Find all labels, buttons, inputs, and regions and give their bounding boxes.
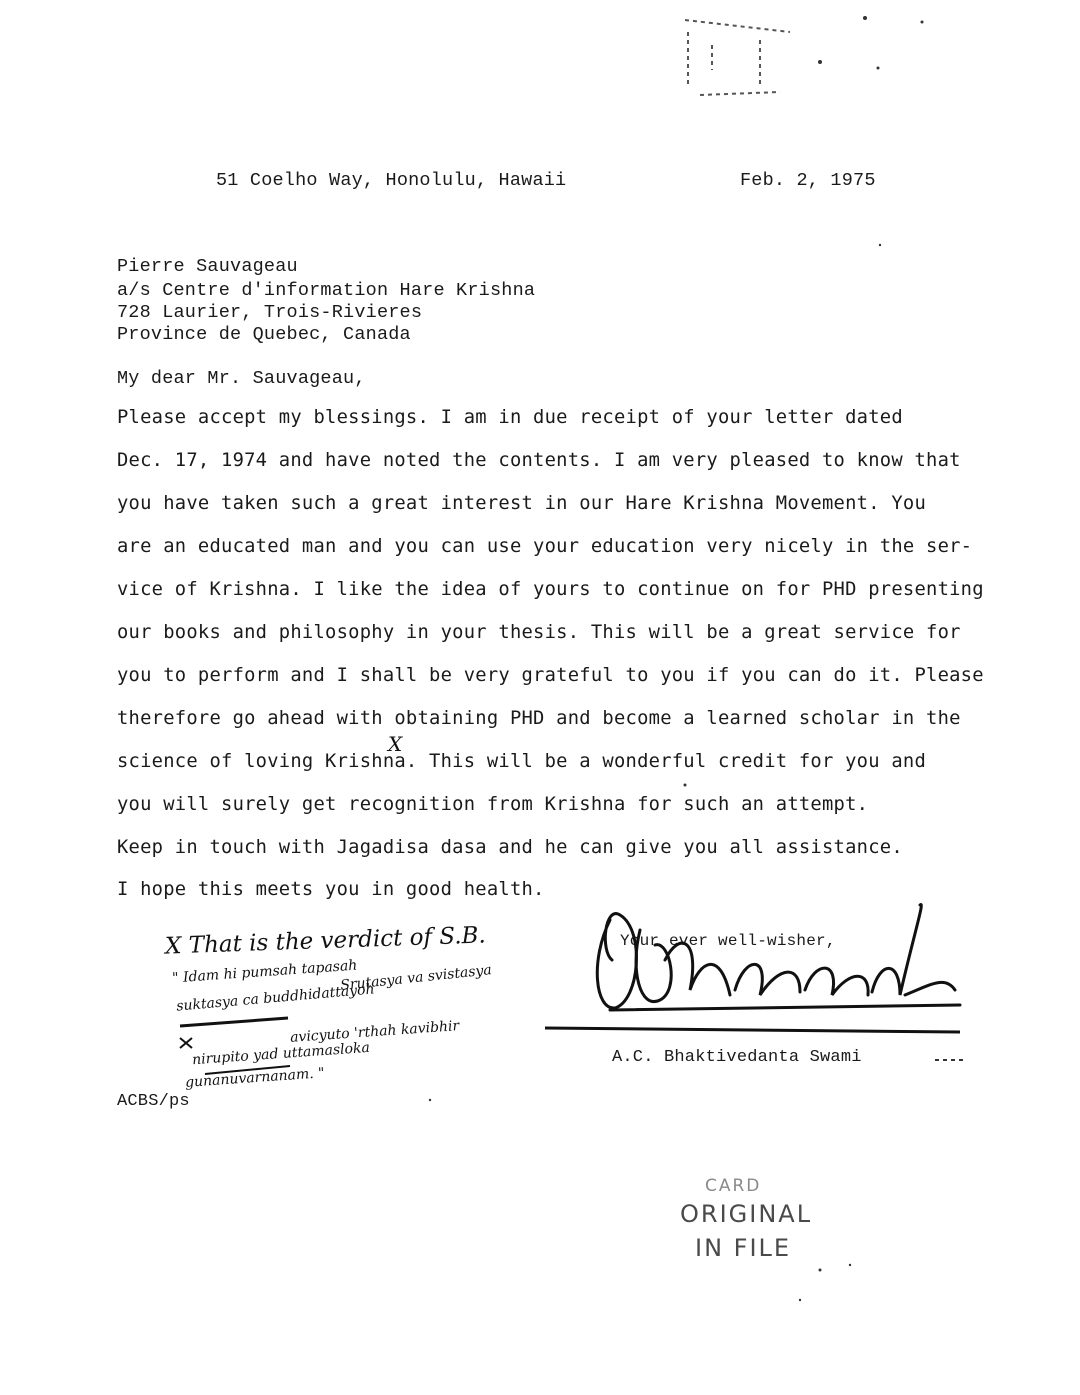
handwritten-x-mark xyxy=(180,1038,192,1048)
salutation: My dear Mr. Sauvageau, xyxy=(117,368,366,389)
closing: Your ever well-wisher, xyxy=(620,932,836,950)
letter-date: Feb. 2, 1975 xyxy=(740,170,876,191)
body-line: Keep in touch with Jagadisa dasa and he can give you all assistance. xyxy=(117,837,903,858)
handwritten-line: nirupito yad uttamasloka xyxy=(191,1039,371,1069)
body-line: I hope this meets you in good health. xyxy=(117,879,545,900)
stamp-line: IN FILE xyxy=(695,1234,792,1262)
handwritten-line: X That is the verdict of S.B. xyxy=(164,922,487,960)
signer-name: A.C. Bhaktivedanta Swami xyxy=(612,1048,862,1067)
handwritten-line: " Idam hi pumsah tapasah xyxy=(171,957,358,987)
handwritten-line: suktasya ca buddhidattayoh xyxy=(175,981,376,1015)
signature xyxy=(597,904,960,1010)
insertion-mark: X xyxy=(388,732,403,756)
body-line: therefore go ahead with obtaining PHD and become a learned scholar in the xyxy=(117,708,961,729)
reference-initials: ACBS/ps xyxy=(117,1092,190,1111)
handwritten-line: gunanuvarnanam. " xyxy=(184,1065,326,1091)
recipient-line: 728 Laurier, Trois-Rivieres xyxy=(117,302,423,323)
body-line: you will surely get recognition from Krishna for such an attempt. xyxy=(117,794,869,815)
stamp-line: CARD xyxy=(705,1176,762,1196)
body-line: Dec. 17, 1974 and have noted the contents. I am very pleased to know that xyxy=(117,450,961,471)
handwritten-strike xyxy=(180,1018,288,1026)
handwritten-line: avicyuto 'rthah kavibhir xyxy=(289,1018,460,1046)
body-line: science of loving Krishna. This will be a wonderful credit for you and xyxy=(117,751,927,772)
body-line: vice of Krishna. I like the idea of yours to continue on for PHD presenting xyxy=(117,579,984,600)
body-line: you have taken such a great interest in our Hare Krishna Movement. You xyxy=(117,493,927,514)
signature-rule xyxy=(545,1028,960,1032)
scan-specks xyxy=(429,16,924,1301)
body-line: our books and philosophy in your thesis. This will be a great service for xyxy=(117,622,961,643)
body-line: you to perform and I shall be very grateful to you if you can do it. Please xyxy=(117,665,984,686)
recipient-line: a/s Centre d'information Hare Krishna xyxy=(117,280,536,301)
stamp-line: ORIGINAL xyxy=(680,1200,813,1228)
body-line: Please accept my blessings. I am in due receipt of your letter dated xyxy=(117,407,903,428)
top-stamp-fragment xyxy=(685,20,790,95)
sender-address: 51 Coelho Way, Honolulu, Hawaii xyxy=(216,170,567,191)
handwritten-line: Srutasya va svistasya xyxy=(339,962,493,994)
body-line: are an educated man and you can use your education very nicely in the ser- xyxy=(117,536,973,557)
recipient-line: Province de Quebec, Canada xyxy=(117,324,411,345)
handwritten-strike xyxy=(205,1066,290,1074)
recipient-line: Pierre Sauvageau xyxy=(117,256,298,277)
